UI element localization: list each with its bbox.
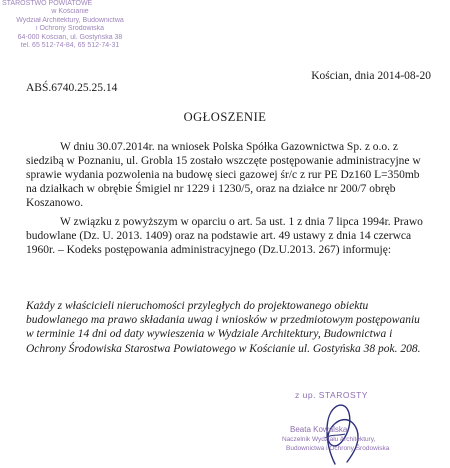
stamp-line: Wydział Architektury, Budownictwa bbox=[16, 16, 124, 24]
signatory-position-1: Naczelnik Wydziału Architektury, bbox=[282, 436, 376, 443]
stamp-line: STAROSTWO POWIATOWE bbox=[2, 0, 93, 7]
document-body bbox=[26, 140, 430, 257]
notice-paragraph: Każdy z właścicieli nieruchomości przyległych do projektowanego obiektu budowlanego ma prawo składania uwag i wniosków w przedmiotowym postępowaniu w terminie 14 dni od daty wywieszenia w Wydziale Architektury, Budownictwa i Ochrony Środowiska Starostwa Powiatowego w Kościanie ul. Gostyńska 38 pok. 208. bbox=[26, 299, 421, 355]
place-date: Kościan, dnia 2014-08-20 bbox=[311, 70, 431, 82]
stamp-line: i Ochrony Środowiska bbox=[35, 25, 105, 33]
signatory-name: Beata Kowalska bbox=[290, 425, 348, 434]
stamp-line: w Kościanie bbox=[51, 8, 89, 16]
office-header-stamp bbox=[0, 0, 140, 50]
signature-stamp bbox=[260, 384, 445, 468]
signatory-position-2: Budownictwa i Ochrony Środowiska bbox=[286, 445, 390, 452]
stamp-line: 64-000 Kościan, ul. Gostyńska 38 bbox=[17, 33, 123, 41]
reference-number: ABŚ.6740.25.25.14 bbox=[26, 82, 118, 94]
paragraph-proceedings: W dniu 30.07.2014r. na wniosek Polska Spółka Gazownictwa Sp. z o.o. z siedzibą w Poznaniu, ul. Grobla 15 zostało wszczęte postępowanie administracyjne w sprawie wydania pozwolenia na budowę sieci gazowej śr/c z rur PE Dz160 L=350mb na działkach w obrębie Śmigiel nr 1229 i 1230/5, oraz na działce nr 200/7 obręb Koszanowo. bbox=[26, 141, 421, 209]
paragraph-legal-basis: W związku z powyższym w oparciu o art. 5a ust. 1 z dnia 7 lipca 1994r. Prawo budowlane (Dz. U. 2013. 1409) oraz na podstawie art. 49 ustawy z dnia 14 czerwca 1960r. – Kodeks postępowania administracyjnego (Dz.U.2013. 267) informuję: bbox=[26, 216, 423, 256]
document-title: OGŁOSZENIE bbox=[183, 110, 267, 124]
signature-authority: z up. STAROSTY bbox=[295, 390, 368, 400]
stamp-line: tel. 65 512-74-84, 65 512-74-31 bbox=[20, 42, 120, 50]
